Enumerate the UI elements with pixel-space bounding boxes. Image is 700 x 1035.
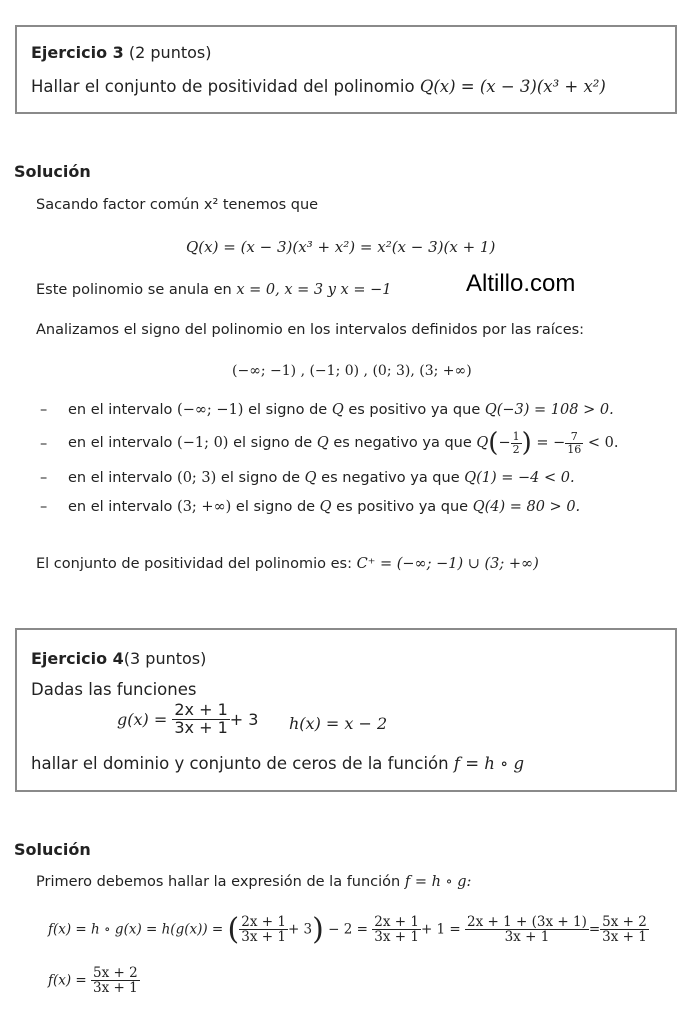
bullet-text: en el intervalo xyxy=(68,402,178,418)
roots-text: Este polinomio se anula en xyxy=(36,282,237,298)
exercise-4-given: Dadas las funciones xyxy=(31,680,197,699)
exercise-3-title xyxy=(31,43,211,62)
exercise-4-task xyxy=(31,754,524,773)
bullet-interval: (0; 3) xyxy=(177,470,217,486)
watermark: Altillo.com xyxy=(466,270,576,297)
fraction-numerator: 7 xyxy=(565,431,583,444)
term-2-after: + 1 = xyxy=(420,921,461,938)
f-lhs: f(x) = xyxy=(48,972,87,989)
conclusion-math: C⁺ = (−∞; −1) ∪ (3; +∞) xyxy=(356,556,539,572)
fraction-denominator: 3x + 1 xyxy=(93,980,138,997)
bullet-text: en el intervalo xyxy=(68,470,178,486)
solution-4-heading: Solución xyxy=(14,840,91,859)
conclusion-text: El conjunto de positividad del polinomio es: xyxy=(36,556,357,572)
bullet-text: el signo de xyxy=(216,470,305,486)
fraction-numerator: 2x + 1 xyxy=(241,913,286,930)
bullet-interval: (−1; 0) xyxy=(177,435,229,451)
final-f xyxy=(48,966,140,995)
solution-3-intro: Sacando factor común x² tenemos que xyxy=(36,197,319,213)
bullet-text: el signo de xyxy=(228,435,317,451)
fraction-denominator: 3x + 1 xyxy=(602,929,647,945)
bullet-interval-2 xyxy=(68,428,618,458)
solution-3-intervals: (−∞; −1) , (−1; 0) , (0; 3), (3; +∞) xyxy=(232,363,472,379)
bullet-q: Q xyxy=(316,435,329,451)
bullet-sign: es negativo ya que xyxy=(316,470,465,486)
bullet-dash: – xyxy=(40,402,48,418)
solution-3-heading: Solución xyxy=(14,162,91,181)
exercise-3-statement-text: Hallar el conjunto de positividad del polinomio xyxy=(31,77,420,96)
bullet-sign: es negativo ya que xyxy=(328,435,477,451)
function-h: h(x) = x − 2 xyxy=(289,714,388,733)
bullet-dash: – xyxy=(40,499,48,515)
term-1-fraction xyxy=(239,915,288,944)
bullet-interval-4 xyxy=(68,499,580,515)
bullet-interval-1 xyxy=(68,402,614,418)
term-3-fraction xyxy=(465,915,589,944)
task-text: hallar el dominio y conjunto de ceros de la función xyxy=(31,754,454,773)
solution-3-analyze: Analizamos el signo del polinomio en los intervalos definidos por las raíces: xyxy=(36,322,585,338)
task-f: f = h ∘ g xyxy=(453,754,525,773)
term-2-fraction xyxy=(372,915,421,944)
fraction-denominator: 3x + 1 xyxy=(374,929,419,945)
exercise-3-points: (2 puntos) xyxy=(123,43,212,62)
exercise-3-polynomial: Q(x) = (x − 3)(x³ + x²) xyxy=(419,77,606,96)
fraction-denominator: 3x + 1 xyxy=(241,929,286,945)
exercise-4-title xyxy=(31,649,206,668)
function-g xyxy=(117,702,258,737)
fraction-numerator: 1 xyxy=(512,429,520,443)
g-tail: + 3 xyxy=(229,709,259,729)
bullet-sign: es positivo ya que xyxy=(343,402,485,418)
bullet-sign: es positivo ya que xyxy=(331,499,473,515)
f-fraction xyxy=(91,966,140,995)
exercise-4-label: Ejercicio 4 xyxy=(31,649,124,668)
bullet-interval: (3; +∞) xyxy=(177,499,232,515)
exercise-3-statement xyxy=(31,77,606,96)
equals-sign: = xyxy=(588,921,601,938)
bullet-calc: Q(1) = −4 < 0. xyxy=(464,470,575,486)
solution-3-factored: Q(x) = (x − 3)(x³ + x²) = x²(x − 3)(x + 1) xyxy=(186,238,496,256)
term-1-tail: + 3 xyxy=(287,921,313,938)
composition-equation xyxy=(48,912,649,947)
solution-4-intro xyxy=(36,874,471,890)
bullet-calc: Q(4) = 80 > 0. xyxy=(472,499,581,515)
fraction-denominator: 3x + 1 xyxy=(174,717,228,737)
eq-lhs: f(x) = h ∘ g(x) = h(g(x)) = xyxy=(48,921,228,938)
fraction-numerator: 2x + 1 xyxy=(374,913,419,930)
fraction-numerator: 5x + 2 xyxy=(602,913,647,930)
bullet-q: Q xyxy=(331,402,344,418)
bullet-calc: Q(−3) = 108 > 0. xyxy=(484,402,614,418)
g-lhs: g(x) = xyxy=(117,709,168,729)
bullet-text: en el intervalo xyxy=(68,499,178,515)
bullet-calc-end: < 0. xyxy=(583,435,619,451)
big-paren-open: ( xyxy=(227,912,240,947)
exercise-4-points: (3 puntos) xyxy=(123,649,207,668)
fraction-one-half xyxy=(511,431,522,455)
paren-open: ( xyxy=(488,428,499,458)
fraction-numerator: 2x + 1 xyxy=(174,700,228,719)
exercise-3-label: Ejercicio 3 xyxy=(31,43,124,62)
intro-text: Primero debemos hallar la expresión de la función xyxy=(36,874,405,890)
term-1-after: − 2 = xyxy=(323,921,368,938)
bullet-text: el signo de xyxy=(243,402,332,418)
fraction-numerator: 5x + 2 xyxy=(93,965,138,981)
fraction-denominator: 3x + 1 xyxy=(504,929,550,945)
exercise-4-box xyxy=(15,628,677,792)
g-fraction xyxy=(172,702,229,737)
solution-3-conclusion xyxy=(36,556,539,572)
fraction-denominator: 16 xyxy=(567,442,582,456)
bullet-interval-3 xyxy=(68,470,575,486)
bullet-text: en el intervalo xyxy=(68,435,178,451)
bullet-interval: (−∞; −1) xyxy=(177,402,244,418)
fraction-numerator: 2x + 1 + (3x + 1) xyxy=(467,913,587,930)
fraction-seven-sixteenths xyxy=(565,431,583,455)
exercise-3-box xyxy=(15,25,677,114)
big-paren-close: ) xyxy=(312,912,324,947)
fraction-denominator: 2 xyxy=(512,442,520,456)
bullet-calc-q: Q xyxy=(476,435,489,451)
bullet-calc-eq: = − xyxy=(531,435,566,451)
bullet-q: Q xyxy=(319,499,332,515)
bullet-q: Q xyxy=(304,470,317,486)
paren-close: ) xyxy=(521,428,532,458)
roots-math: x = 0, x = 3 y x = −1 xyxy=(236,282,392,298)
bullet-dash: – xyxy=(40,470,48,486)
minus-sign: − xyxy=(498,435,511,451)
solution-3-roots xyxy=(36,282,391,298)
bullet-dash: – xyxy=(40,436,48,452)
term-4-fraction xyxy=(600,915,649,944)
bullet-text: el signo de xyxy=(231,499,320,515)
intro-math: f = h ∘ g: xyxy=(404,874,472,890)
